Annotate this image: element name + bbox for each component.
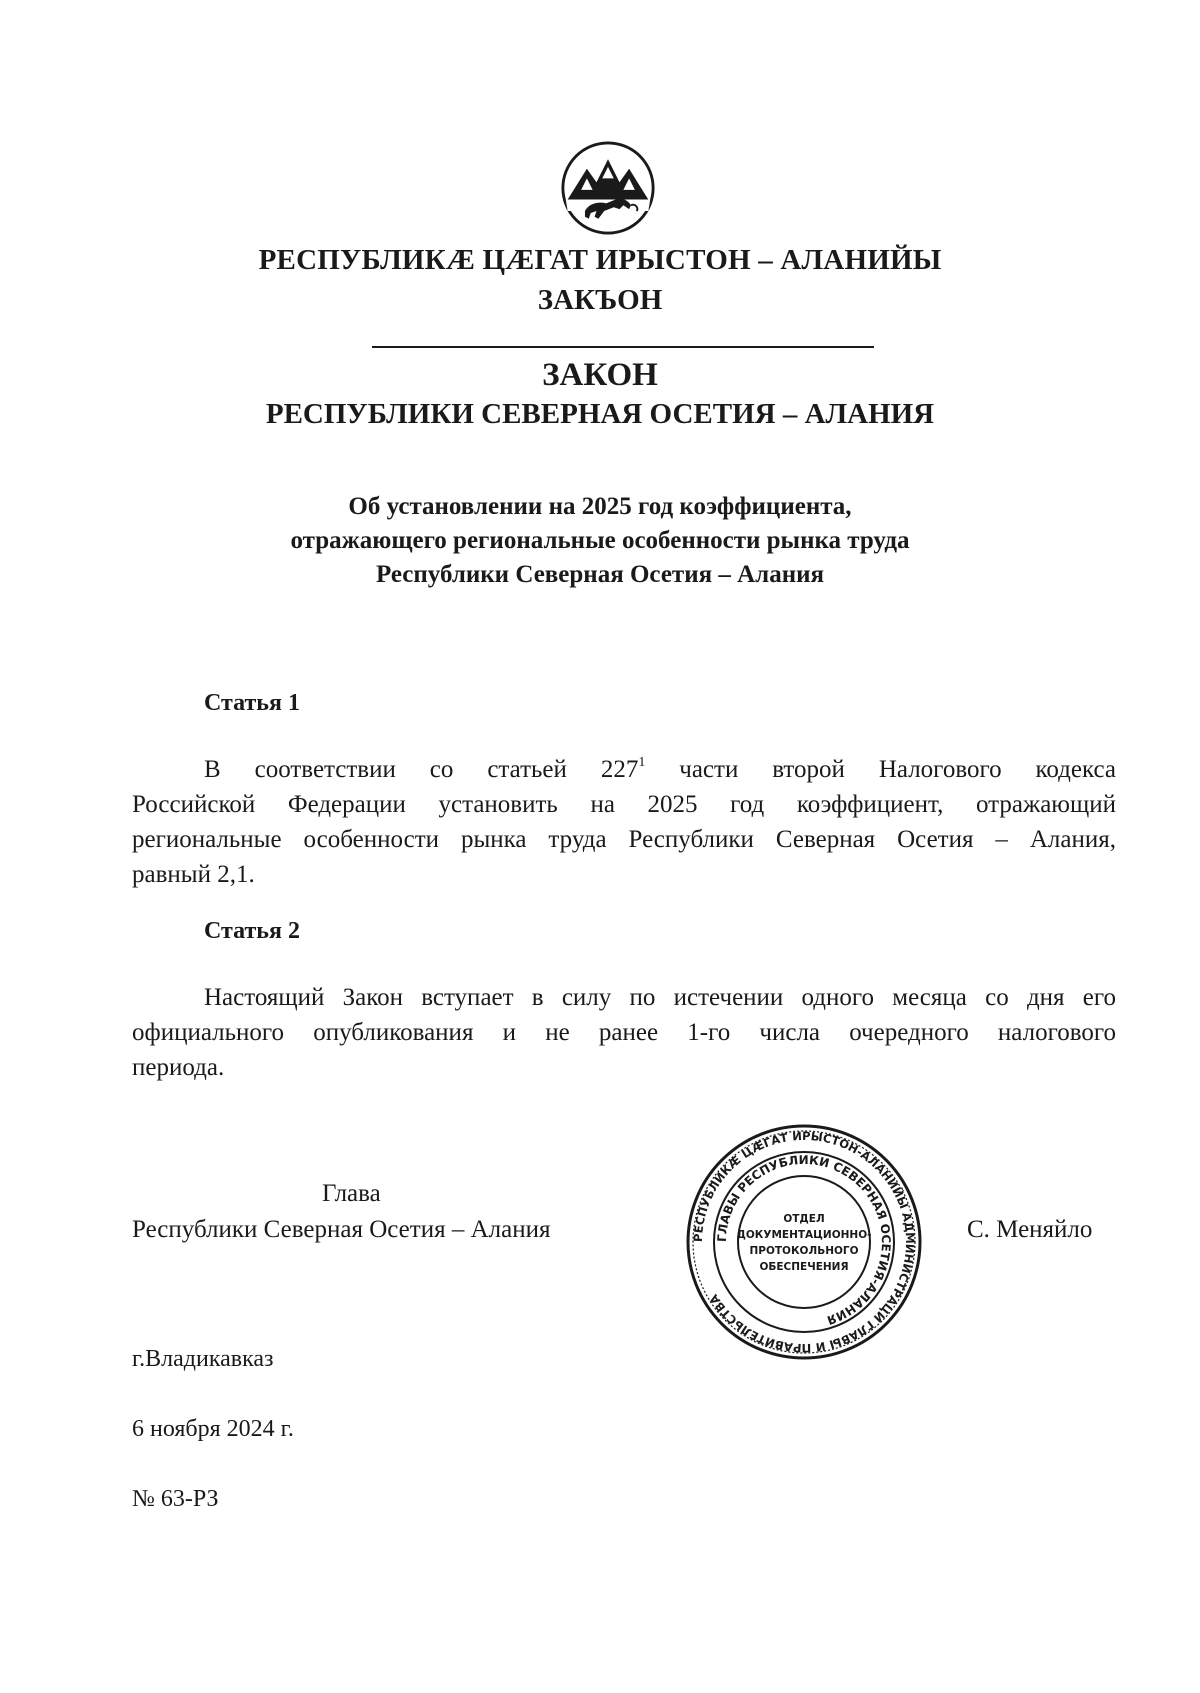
ossetian-header: РЕСПУБЛИКÆ ЦÆГАТ ИРЫСТОН – АЛАНИЙЫ: [258, 244, 942, 276]
signatory-republic: Республики Северная Осетия – Алания: [132, 1216, 551, 1243]
signatory-name: С. Меняйло: [967, 1216, 1093, 1243]
article-2-text: [132, 980, 1116, 1085]
law-title-line-2: отражающего региональные особенности рынка труда: [290, 527, 910, 554]
header-divider: [372, 346, 874, 348]
article-1-line-3: региональные особенности рынка труда Республики Северная Осетия – Алания,: [132, 826, 1116, 853]
ossetian-law-word: ЗАКЪОН: [537, 284, 663, 316]
seal-center-line-2: ДОКУМЕНТАЦИОННО-: [736, 1229, 872, 1241]
article-1-line-1a: В соответствии со статьей 227: [204, 756, 639, 783]
law-heading: ЗАКОН: [542, 357, 658, 393]
article-2-line-1: Настоящий Закон вступает в силу по истечении одного месяца со дня его: [204, 984, 1116, 1011]
signatory-title: Глава: [322, 1180, 381, 1207]
republic-heading: РЕСПУБЛИКИ СЕВЕРНАЯ ОСЕТИЯ – АЛАНИЯ: [265, 398, 935, 430]
law-number: № 63-РЗ: [132, 1486, 219, 1512]
official-seal-stamp: [684, 1122, 924, 1362]
signing-date: 6 ноября 2024 г.: [132, 1416, 294, 1442]
article-2-line-2: официального опубликования и не ранее 1-го числа очередного налогового: [132, 1019, 1116, 1046]
signing-city: г.Владикавказ: [132, 1346, 274, 1372]
seal-center-line-4: ОБЕСПЕЧЕНИЯ: [759, 1261, 849, 1273]
article-1-line: [132, 752, 1116, 787]
article-2-line-3: периода.: [132, 1054, 225, 1081]
article-1-superscript: 1: [638, 754, 646, 770]
seal-center-line-1: ОТДЕЛ: [783, 1213, 825, 1225]
article-1-line-4: равный 2,1.: [132, 861, 255, 888]
article-1-line-2: Российской Федерации установить на 2025 год коэффициент, отражающий: [132, 791, 1116, 818]
seal-inner-text: ГЛАВЫ РЕСПУБЛИКИ СЕВЕРНАЯ ОСЕТИЯ-АЛАНИЯ: [714, 1152, 894, 1328]
article-1-heading: Статья 1: [204, 690, 300, 716]
coat-of-arms-emblem: [560, 140, 656, 236]
seal-center-line-3: ПРОТОКОЛЬНОГО: [749, 1245, 859, 1257]
law-title-line-1: Об установлении на 2025 год коэффициента,: [348, 493, 852, 520]
article-1-text: [132, 752, 1116, 892]
law-title-line-3: Республики Северная Осетия – Алания: [375, 561, 825, 588]
article-2-heading: Статья 2: [204, 918, 300, 944]
article-1-line-1b: части второй Налогового кодекса: [645, 756, 1116, 783]
seal-outer-text: РЕСПУБЛИКÆ ЦÆГАТ ИРЫСТОН-АЛАНИЙЫ АДМИНИСТРАЦИ ГЛАВЫ И ПРАВИТЕЛЬСТВА: [690, 1128, 918, 1356]
